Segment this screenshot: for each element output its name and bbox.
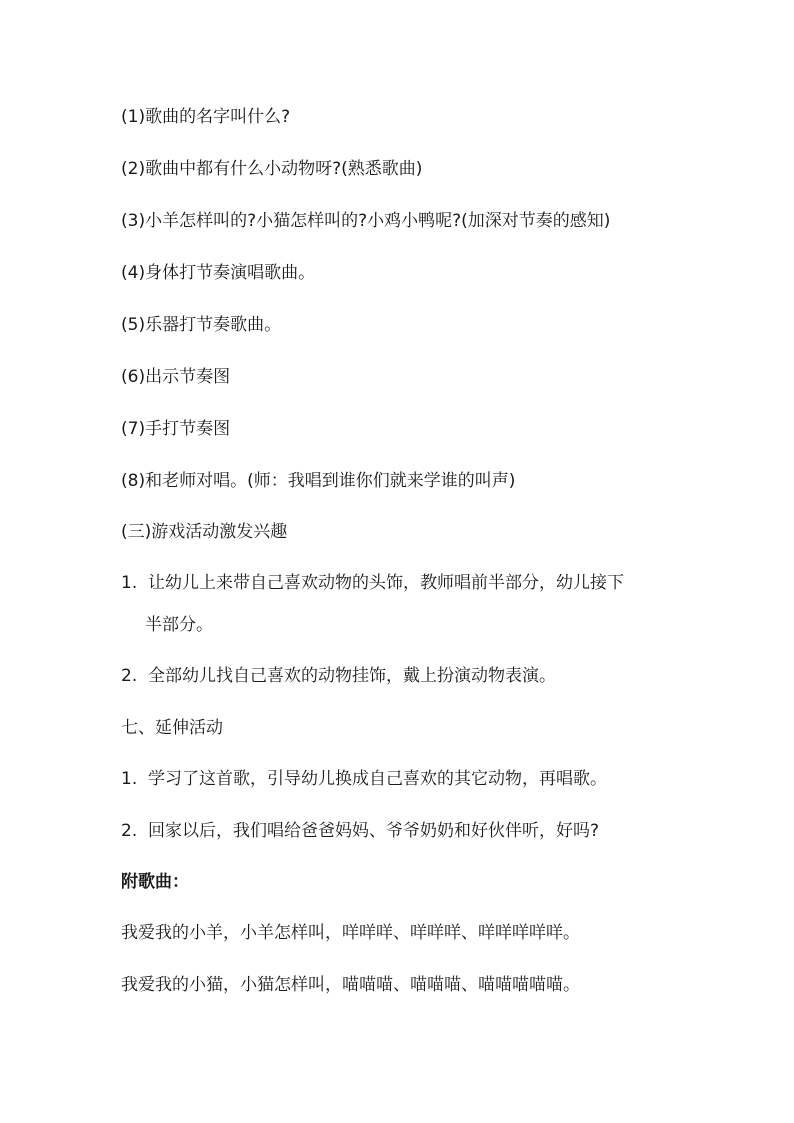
song-line-2: 我爱我的小猫，小猫怎样叫，喵喵喵、喵喵喵、喵喵喵喵喵。: [121, 975, 580, 995]
game-item-1-continuation: 半部分。: [145, 615, 213, 635]
game-item-2: [121, 665, 681, 687]
game-item-1-text: 让幼儿上来带自己喜欢动物的头饰，教师唱前半部分，幼儿接下: [148, 573, 624, 593]
extension-section-heading: 七、延伸活动: [121, 718, 223, 738]
game-item-1-number: 1.: [121, 573, 138, 593]
game-item-2-number: 2.: [121, 666, 138, 686]
extension-item-1-text: 学习了这首歌，引导幼儿换成自己喜欢的其它动物，再唱歌。: [148, 769, 607, 789]
question-8: (8)和老师对唱。(师：我唱到谁你们就来学谁的叫声): [121, 471, 516, 491]
question-4: (4)身体打节奏演唱歌曲。: [121, 263, 316, 283]
question-6: (6)出示节奏图: [121, 367, 231, 387]
extension-item-1-number: 1.: [121, 769, 138, 789]
song-line-1: 我爱我的小羊，小羊怎样叫，咩咩咩、咩咩咩、咩咩咩咩咩。: [121, 923, 580, 943]
extension-item-1: [121, 768, 681, 790]
game-item-1: [121, 572, 681, 594]
question-1: (1)歌曲的名字叫什么?: [121, 107, 291, 127]
game-section-heading: (三)游戏活动激发兴趣: [121, 522, 288, 542]
question-3: (3)小羊怎样叫的?小猫怎样叫的?小鸡小鸭呢?(加深对节奏的感知): [121, 211, 611, 231]
question-5: (5)乐器打节奏歌曲。: [121, 315, 282, 335]
question-2: (2)歌曲中都有什么小动物呀?(熟悉歌曲): [121, 159, 423, 179]
extension-item-2: [121, 820, 681, 842]
extension-item-2-number: 2.: [121, 821, 138, 841]
song-heading: 附歌曲：: [121, 872, 189, 892]
extension-item-2-text: 回家以后，我们唱给爸爸妈妈、爷爷奶奶和好伙伴听，好吗?: [148, 821, 600, 841]
question-7: (7)手打节奏图: [121, 419, 231, 439]
game-item-2-text: 全部幼儿找自己喜欢的动物挂饰，戴上扮演动物表演。: [148, 666, 556, 686]
